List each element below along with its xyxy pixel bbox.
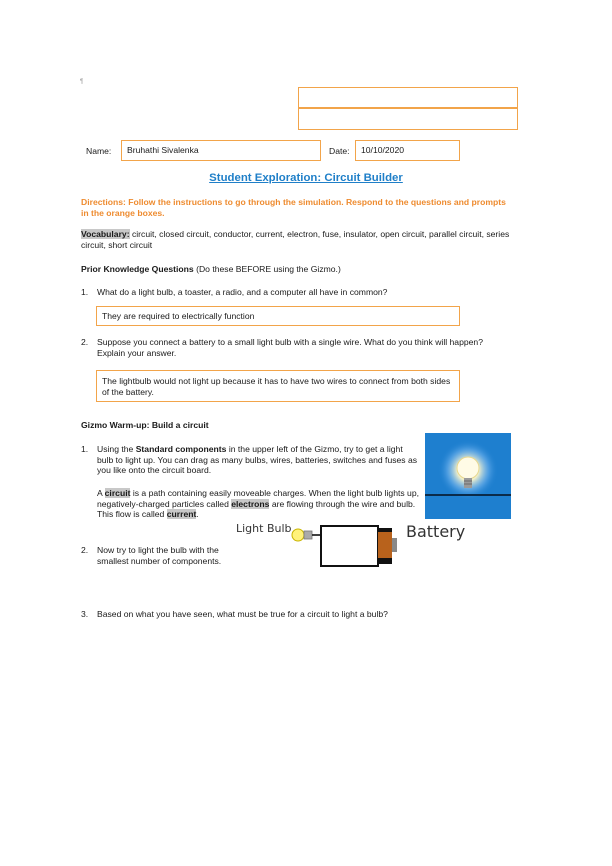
warmup-heading xyxy=(81,420,209,431)
q2-answer-box[interactable]: The lightbulb would not light up because it has to have two wires to connect from both sides of the battery. xyxy=(96,370,460,402)
w3-number: 3. xyxy=(81,609,89,619)
q1-answer-box[interactable]: They are required to electrically function xyxy=(96,306,460,326)
page-title: Student Exploration: Circuit Builder xyxy=(209,172,403,184)
header-box-top[interactable] xyxy=(298,87,518,108)
vocabulary-list: circuit, closed circuit, conductor, current, electron, fuse, insulator, open circuit, parallel circuit, series circuit, short circuit xyxy=(81,229,510,250)
circuit-sketch xyxy=(288,524,400,570)
current-term: current xyxy=(166,509,197,520)
date-field[interactable]: 10/10/2020 xyxy=(355,140,460,161)
prior-knowledge-heading xyxy=(81,264,341,275)
w1-text xyxy=(97,444,419,476)
vocabulary-paragraph xyxy=(81,229,511,250)
circuit-term: circuit xyxy=(104,488,131,498)
prior-heading-note: (Do these BEFORE using the Gizmo.) xyxy=(193,264,341,274)
gizmo-bulb-image xyxy=(425,433,511,519)
battery-circuit-icon xyxy=(288,524,400,570)
electrons-term: electrons xyxy=(231,498,270,509)
w1-number: 1. xyxy=(81,444,89,454)
w2-number: 2. xyxy=(81,545,89,555)
circuit-mid2: are flowing through the wire and bulb. This flow is called xyxy=(97,498,416,520)
drawing-bulb-label: Light Bulb xyxy=(236,522,292,535)
circuit-mid: is a path containing easily moveable charges. When the light bulb lights up, negatively-charged particles called xyxy=(97,488,419,509)
q2-text: Suppose you connect a battery to a small light bulb with a single wire. What do you think will happen? Explain your answer. xyxy=(97,337,483,358)
name-field[interactable]: Bruhathi Sivalenka xyxy=(121,140,321,161)
w1-post: in the upper left of the Gizmo, try to get a light bulb to light up. You can drag as many bulbs, wires, batteries, switches and fuses as you like onto the circuit board. xyxy=(97,444,418,476)
q1-text: What do a light bulb, a toaster, a radio, and a computer all have in common? xyxy=(97,287,388,297)
vocabulary-label: Vocabulary: xyxy=(81,229,130,239)
w1-pre: Using the xyxy=(97,444,136,454)
w2-text: Now try to light the bulb with the smallest number of components. xyxy=(97,545,222,566)
circuit-a: A xyxy=(97,488,105,498)
w3-text: Based on what you have seen, what must be true for a circuit to light a bulb? xyxy=(97,609,388,619)
header-box-bottom[interactable] xyxy=(298,108,518,130)
name-label: Name: xyxy=(86,146,112,156)
q2-number: 2. xyxy=(81,337,89,347)
circuit-end: . xyxy=(196,509,199,520)
date-label: Date: xyxy=(329,146,350,156)
q1-number: 1. xyxy=(81,287,89,297)
directions-text: Directions: Follow the instructions to go through the simulation. Respond to the questions and prompts in the orange boxes. xyxy=(81,197,506,218)
paragraph-mark: ¶ xyxy=(80,79,84,85)
lightbulb-icon xyxy=(425,433,511,519)
w1-bold: Standard components xyxy=(135,444,227,454)
circuit-definition xyxy=(97,488,421,520)
prior-heading-bold: Prior Knowledge Questions xyxy=(81,264,194,274)
warmup-heading-text: Gizmo Warm-up: Build a circuit xyxy=(81,420,209,430)
drawing-battery-label: Battery xyxy=(406,522,466,541)
